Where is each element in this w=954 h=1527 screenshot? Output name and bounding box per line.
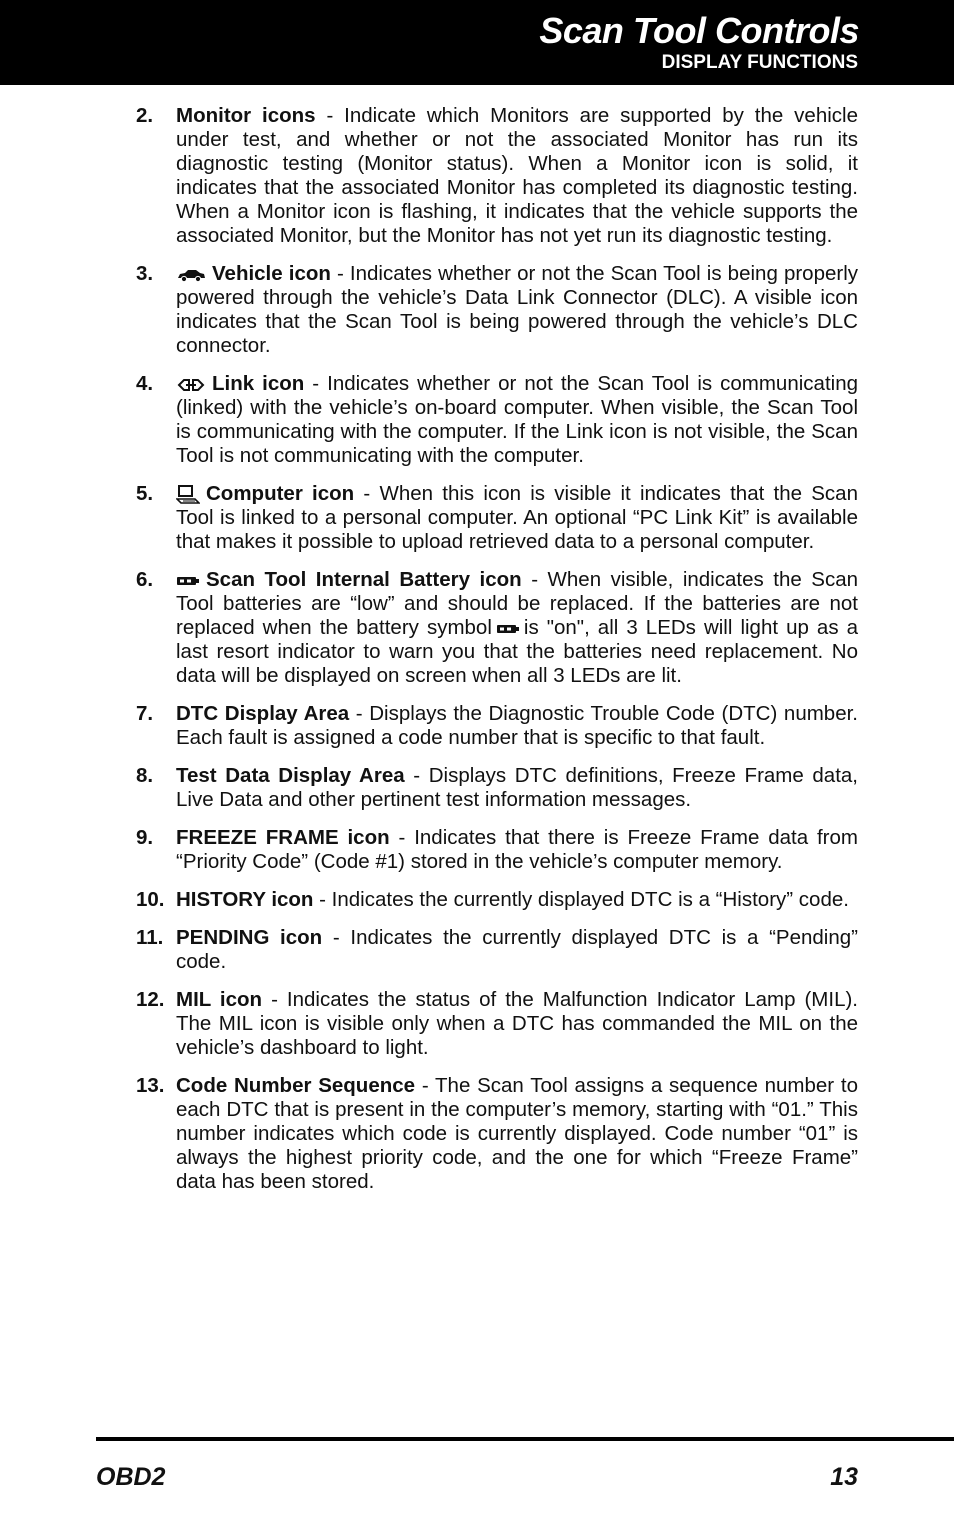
- car-icon: [176, 268, 206, 282]
- list-item-freeze-frame-icon: [136, 826, 858, 874]
- item-description: - When this icon is visible it indicates that the Scan Tool is linked to a personal computer. An optional “PC Link Kit” is available that makes it possible to upload retrieved data to a personal computer.: [176, 482, 858, 553]
- item-description: - Indicates the currently displayed DTC is a “Pending” code.: [176, 926, 858, 973]
- item-text: [176, 372, 858, 468]
- item-term: Monitor icons: [176, 104, 316, 127]
- item-term: HISTORY icon: [176, 888, 314, 911]
- header-title: Scan Tool Controls: [539, 10, 859, 51]
- item-text: [176, 764, 858, 812]
- list-item-link-icon: [136, 372, 858, 468]
- list-item-history-icon: [136, 888, 858, 912]
- item-text: [176, 104, 858, 248]
- item-number: 4.: [136, 372, 154, 395]
- item-term: Code Number Sequence: [176, 1074, 416, 1097]
- list-item-mil-icon: [136, 988, 858, 1060]
- item-text: [176, 888, 858, 912]
- item-number: 2.: [136, 104, 154, 127]
- footer-product-name: OBD2: [96, 1463, 166, 1491]
- link-icon: [176, 378, 206, 392]
- list-item-dtc-display-area: [136, 702, 858, 750]
- list-item-monitor-icons: [136, 104, 858, 248]
- item-number: 8.: [136, 764, 154, 787]
- item-description: - The Scan Tool assigns a sequence number to each DTC that is present in the computer’s memory, starting with “01.” This number indicates which code is currently displayed. Code number “01” is always the highest priority code, and the one for which “Freeze Frame” data has been stored.: [176, 1074, 858, 1193]
- item-number: 10.: [136, 888, 165, 911]
- list-item-computer-icon: [136, 482, 858, 554]
- list-item-battery-icon: [136, 568, 858, 688]
- computer-icon: [176, 485, 200, 505]
- item-text: [176, 988, 858, 1060]
- item-term: Vehicle icon: [212, 262, 331, 285]
- page-number: 13: [830, 1463, 858, 1491]
- item-term: Test Data Display Area: [176, 764, 405, 787]
- header-subtitle: DISPLAY FUNCTIONS: [661, 52, 858, 73]
- item-term: PENDING icon: [176, 926, 323, 949]
- item-number: 6.: [136, 568, 154, 591]
- battery-icon: [176, 575, 200, 587]
- item-number: 9.: [136, 826, 154, 849]
- list-item-vehicle-icon: [136, 262, 858, 358]
- battery-icon: [496, 623, 520, 635]
- item-description: - Indicates the currently displayed DTC is a “History” code.: [313, 888, 849, 911]
- item-description: - Indicates whether or not the Scan Tool is being properly powered through the vehicle’s Data Link Connector (DLC). A visible icon indicates that the Scan Tool is being powered through the vehicle’s DLC connector.: [176, 262, 859, 357]
- item-term: DTC Display Area: [176, 702, 350, 725]
- item-number: 7.: [136, 702, 154, 725]
- item-text: [176, 568, 858, 688]
- item-term: Link icon: [212, 372, 305, 395]
- list-item-test-data-display-area: [136, 764, 858, 812]
- item-description: - Indicates whether or not the Scan Tool is communicating (linked) with the vehicle’s on-board computer. When visible, the Scan Tool is communicating with the computer. If the Link icon is not visible, the Scan Tool is not communicating with the computer.: [176, 372, 858, 467]
- function-list: [136, 104, 858, 1208]
- item-number: 11.: [136, 926, 164, 949]
- item-term: Scan Tool Internal Battery icon: [206, 568, 522, 591]
- item-number: 12.: [136, 988, 165, 1011]
- item-term: FREEZE FRAME icon: [176, 826, 390, 849]
- item-text: [176, 482, 858, 554]
- item-text: [176, 702, 858, 750]
- item-text: [176, 1074, 858, 1194]
- item-term: MIL icon: [176, 988, 263, 1011]
- item-description: - Indicates that there is Freeze Frame data from “Priority Code” (Code #1) stored in the vehicle’s computer memory.: [176, 826, 858, 873]
- item-term: Computer icon: [206, 482, 355, 505]
- list-item-pending-icon: [136, 926, 858, 974]
- item-description: - When visible, indicates the Scan Tool batteries are “low” and should be replaced. If the batteries are not replaced when the battery symbol: [176, 568, 858, 639]
- item-number: 3.: [136, 262, 154, 285]
- item-description: - Indicate which Monitors are supported by the vehicle under test, and whether or not the associated Monitor has run its diagnostic testing (Monitor status). When a Monitor icon is solid, it indicates that the associated Monitor has completed its diagnostic testing. When a Monitor icon is flashing, it indicates that the vehicle supports the associated Monitor, but the Monitor has not yet run its diagnostic testing.: [176, 104, 858, 247]
- item-number: 5.: [136, 482, 154, 505]
- item-description: - Displays the Diagnostic Trouble Code (DTC) number. Each fault is assigned a code number that is specific to that fault.: [176, 702, 858, 749]
- list-item-code-number-sequence: [136, 1074, 858, 1194]
- item-description-continued: is "on", all 3 LEDs will light up as a last resort indicator to warn you that the batteries need replacement. No data will be displayed on screen when all 3 LEDs are lit.: [176, 616, 859, 687]
- item-text: [176, 926, 858, 974]
- page-header: [0, 0, 954, 85]
- footer-divider: [96, 1437, 954, 1441]
- item-text: [176, 262, 858, 358]
- item-text: [176, 826, 858, 874]
- item-number: 13.: [136, 1074, 165, 1097]
- item-description: - Displays DTC definitions, Freeze Frame data, Live Data and other pertinent test information messages.: [176, 764, 858, 811]
- item-description: - Indicates the status of the Malfunction Indicator Lamp (MIL). The MIL icon is visible only when a DTC has commanded the MIL on the vehicle’s dashboard to light.: [176, 988, 858, 1059]
